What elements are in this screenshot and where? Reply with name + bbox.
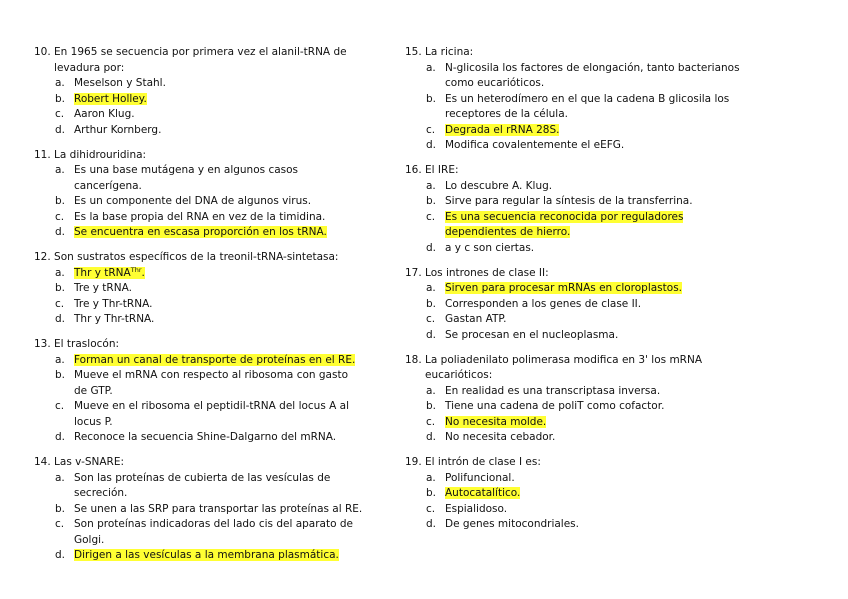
- option-text: [74, 471, 364, 502]
- option-text: [445, 517, 750, 533]
- option-letter: c.: [55, 297, 65, 310]
- option-letter: d.: [55, 549, 66, 561]
- answer-option: [34, 517, 364, 548]
- option-letter: a.: [55, 77, 65, 89]
- option-text-main: Gastan ATP.: [445, 313, 507, 325]
- option-letter: b.: [426, 92, 437, 105]
- question-number: 14.: [34, 456, 51, 468]
- highlighted-answer: [74, 549, 339, 561]
- option-text: [445, 61, 750, 92]
- highlighted-answer: [445, 416, 546, 428]
- question-stem: [405, 266, 750, 282]
- option-text-main: No necesita molde.: [445, 415, 547, 428]
- option-text-content: [445, 93, 729, 121]
- option-letter: c.: [426, 502, 436, 515]
- answer-option: [405, 194, 750, 210]
- option-text: [74, 107, 364, 123]
- option-letter: c.: [426, 210, 436, 223]
- option-text-content: [445, 195, 693, 207]
- option-letter: c.: [55, 210, 65, 223]
- option-text: [445, 328, 750, 344]
- answer-option: [34, 210, 364, 226]
- option-text-content: [445, 180, 552, 192]
- question-block: [405, 163, 750, 256]
- option-letter: b.: [55, 195, 66, 207]
- option-letter: a.: [55, 353, 65, 366]
- option-text: [445, 502, 750, 518]
- option-text: [445, 415, 750, 431]
- option-text: [445, 194, 750, 210]
- option-text-main: Es una secuencia reconocida por reguladores dependientes de hierro.: [445, 210, 684, 238]
- question-block: [34, 45, 364, 138]
- option-text: [445, 92, 750, 123]
- answer-option: [405, 241, 750, 257]
- option-letter: c.: [55, 518, 65, 530]
- answer-option: [34, 123, 364, 139]
- option-text-content: [74, 164, 298, 192]
- highlighted-answer: [445, 124, 559, 136]
- option-letter: a.: [426, 61, 436, 74]
- option-text-content: [74, 124, 161, 136]
- answer-option: [405, 92, 750, 123]
- question-block: [34, 250, 364, 328]
- option-text-content: [445, 472, 515, 484]
- question-stem: [34, 250, 364, 266]
- question-stem: [405, 353, 750, 384]
- answer-option-highlighted: [34, 548, 364, 564]
- question-text: La poliadenilato polimerasa modifica en 3' los mRNA eucarióticos:: [425, 353, 703, 381]
- option-text: [445, 210, 750, 241]
- option-text: [74, 123, 364, 139]
- question-block: [405, 266, 750, 344]
- option-text-main: Tre y tRNA.: [74, 282, 132, 294]
- answer-option: [34, 502, 364, 518]
- option-text: [74, 194, 364, 210]
- option-text: [445, 430, 750, 446]
- question-number: 12.: [34, 251, 51, 263]
- option-text-main: Thr y Thr-tRNA.: [74, 313, 155, 325]
- option-letter: c.: [426, 415, 436, 428]
- option-letter: a.: [55, 164, 65, 176]
- question-stem: [34, 148, 364, 164]
- option-text-main: Espialidoso.: [445, 502, 508, 515]
- option-text-main: Dirigen a las vesículas a la membrana plasmática.: [74, 549, 339, 561]
- question-number: 11.: [34, 148, 51, 161]
- option-text-main: De genes mitocondriales.: [445, 518, 579, 530]
- answer-option-highlighted: [405, 210, 750, 241]
- question-number: 18.: [405, 353, 422, 366]
- option-text: [445, 123, 750, 139]
- option-text-main: Arthur Kornberg.: [74, 123, 162, 136]
- option-text: [445, 281, 750, 297]
- answer-option-highlighted: [405, 281, 750, 297]
- answer-option: [34, 312, 364, 328]
- option-superscript: Thr: [130, 265, 142, 274]
- option-text: [74, 502, 364, 518]
- option-text-main: Se procesan en el nucleoplasma.: [445, 328, 619, 341]
- option-text: [74, 163, 364, 194]
- option-text-main: Es la base propia del RNA en vez de la timidina.: [74, 210, 326, 223]
- answer-option-highlighted: [405, 486, 750, 502]
- option-text: [445, 399, 750, 415]
- option-text-main: En realidad es una transcriptasa inversa.: [445, 384, 661, 397]
- option-text-main: Aaron Klug.: [74, 108, 135, 120]
- option-text: [74, 517, 364, 548]
- option-text: [74, 353, 364, 369]
- option-text: [445, 384, 750, 400]
- option-text-main: Mueve el mRNA con respecto al ribosoma con gasto de GTP.: [74, 369, 348, 397]
- highlighted-answer: [74, 267, 145, 279]
- question-text: El traslocón:: [54, 338, 120, 350]
- answer-option-highlighted: [34, 266, 364, 282]
- option-letter: d.: [55, 431, 66, 443]
- option-letter: d.: [55, 313, 66, 325]
- option-letter: a.: [426, 471, 436, 484]
- option-letter: d.: [426, 431, 437, 443]
- question-stem: [34, 337, 364, 353]
- option-letter: b.: [426, 297, 437, 310]
- question-text: En 1965 se secuencia por primera vez el alanil-tRNA de levadura por:: [54, 46, 347, 74]
- option-text-main: Es un heterodímero en el que la cadena B glicosila los receptores de la célula.: [445, 92, 730, 120]
- question-block: [34, 148, 364, 241]
- option-letter: a.: [55, 471, 65, 484]
- option-text-main: Es un componente del DNA de algunos virus.: [74, 195, 312, 207]
- highlighted-answer: [445, 211, 683, 239]
- highlighted-answer: [445, 282, 682, 294]
- question-stem: [405, 455, 750, 471]
- option-letter: d.: [55, 123, 66, 136]
- option-text: [445, 241, 750, 257]
- answer-option: [405, 297, 750, 313]
- question-text: El intrón de clase I es:: [425, 456, 541, 468]
- option-text-main: Son proteínas indicadoras del lado cis del aparato de Golgi.: [74, 518, 353, 546]
- option-text-main: Meselson y Stahl.: [74, 77, 166, 89]
- option-text-content: [74, 400, 349, 428]
- option-text: [74, 399, 364, 430]
- option-text-main: Corresponden a los genes de clase II.: [445, 297, 642, 310]
- answer-option: [405, 399, 750, 415]
- option-text-content: [445, 298, 641, 310]
- option-text-main: Mueve en el ribosoma el peptidil-tRNA del locus A al locus P.: [74, 400, 350, 428]
- answer-option: [405, 328, 750, 344]
- option-text-content: [445, 503, 507, 515]
- question-number: 15.: [405, 46, 422, 58]
- question-stem: [405, 163, 750, 179]
- option-text-content: [74, 369, 348, 397]
- option-text-main: Degrada el rRNA 28S.: [445, 123, 560, 136]
- option-letter: a.: [426, 179, 436, 192]
- question-text: Los intrones de clase II:: [425, 266, 549, 279]
- answer-option: [405, 138, 750, 154]
- answer-option-highlighted: [405, 123, 750, 139]
- highlighted-answer: [74, 226, 327, 238]
- question-number: 16.: [405, 164, 422, 176]
- option-text: [74, 210, 364, 226]
- answer-option: [405, 517, 750, 533]
- option-letter: d.: [426, 241, 437, 254]
- option-text-main: Se encuentra en escasa proporción en los tRNA.: [74, 226, 327, 238]
- option-text-content: [445, 385, 660, 397]
- answer-option: [405, 471, 750, 487]
- option-text-main: Thr y tRNA: [74, 266, 131, 279]
- option-letter: b.: [426, 195, 437, 207]
- option-letter: b.: [426, 487, 437, 499]
- answer-option: [34, 281, 364, 297]
- option-text-main: Sirve para regular la síntesis de la transferrina.: [445, 195, 693, 207]
- left-question-column: [34, 45, 364, 573]
- option-letter: d.: [55, 226, 66, 238]
- answer-option: [405, 502, 750, 518]
- option-text: [445, 312, 750, 328]
- option-text: [74, 225, 364, 241]
- option-text-content: [445, 139, 624, 151]
- answer-option: [405, 179, 750, 195]
- option-letter: b.: [426, 400, 437, 412]
- option-letter: b.: [55, 92, 66, 105]
- question-number: 19.: [405, 456, 422, 468]
- highlighted-answer: [74, 354, 355, 366]
- question-text: La ricina:: [425, 46, 474, 58]
- option-text-main: Lo descubre A. Klug.: [445, 179, 553, 192]
- option-text-content: [445, 400, 664, 412]
- option-text-main: Forman un canal de transporte de proteínas en el RE.: [74, 353, 356, 366]
- option-text-main: Polifuncional.: [445, 471, 515, 484]
- question-text: Son sustratos específicos de la treonil-tRNA-sintetasa:: [54, 251, 339, 263]
- option-letter: d.: [426, 139, 437, 151]
- option-text-content: [74, 472, 330, 500]
- option-text: [445, 297, 750, 313]
- answer-option: [405, 384, 750, 400]
- question-block: [405, 455, 750, 533]
- option-text-content: [74, 282, 132, 294]
- option-text-content: [74, 431, 336, 443]
- answer-option: [34, 430, 364, 446]
- answer-option: [34, 368, 364, 399]
- question-stem: [34, 455, 364, 471]
- option-text: [445, 138, 750, 154]
- option-text-content: [74, 298, 152, 310]
- question-block: [34, 455, 364, 564]
- option-suffix: .: [141, 266, 145, 279]
- option-text: [445, 179, 750, 195]
- option-text: [74, 266, 364, 282]
- option-text: [445, 486, 750, 502]
- right-question-column: [405, 45, 750, 542]
- option-text-main: Tiene una cadena de poliT como cofactor.: [445, 400, 665, 412]
- option-text: [74, 430, 364, 446]
- answer-option: [405, 430, 750, 446]
- option-text-main: Sirven para procesar mRNAs en cloroplastos.: [445, 282, 683, 294]
- option-text-main: Tre y Thr-tRNA.: [74, 297, 153, 310]
- option-text-content: [445, 313, 506, 325]
- option-letter: c.: [426, 123, 436, 136]
- option-letter: b.: [55, 502, 66, 515]
- option-text-content: [74, 211, 325, 223]
- question-block: [405, 45, 750, 154]
- option-text-main: No necesita cebador.: [445, 431, 556, 443]
- answer-option: [34, 297, 364, 313]
- question-text: La dihidrouridina:: [54, 148, 147, 161]
- option-text: [74, 76, 364, 92]
- option-letter: c.: [426, 313, 436, 325]
- answer-option: [405, 61, 750, 92]
- question-text: Las v-SNARE:: [54, 456, 125, 468]
- answer-option-highlighted: [34, 92, 364, 108]
- option-letter: c.: [55, 400, 65, 412]
- option-text-main: Autocatalítico.: [445, 487, 521, 499]
- answer-option-highlighted: [34, 225, 364, 241]
- question-stem: [405, 45, 750, 61]
- option-text: [74, 297, 364, 313]
- option-text-main: a y c son ciertas.: [445, 241, 535, 254]
- option-text-main: Modifica covalentemente el eEFG.: [445, 139, 625, 151]
- question-block: [34, 337, 364, 446]
- option-letter: a.: [55, 266, 65, 279]
- option-text-content: [445, 62, 740, 90]
- option-text-main: Robert Holley.: [74, 92, 147, 105]
- option-text: [74, 92, 364, 108]
- option-letter: d.: [426, 518, 437, 530]
- question-stem: [34, 45, 364, 76]
- option-text-main: Es una base mutágena y en algunos casos cancerígena.: [74, 164, 299, 192]
- option-letter: a.: [426, 384, 436, 397]
- option-text-main: N-glicosila los factores de elongación, tanto bacterianos como eucarióticos.: [445, 61, 740, 89]
- question-number: 17.: [405, 266, 422, 279]
- answer-option: [34, 107, 364, 123]
- option-text: [445, 471, 750, 487]
- option-text-content: [445, 242, 534, 254]
- option-text-main: Reconoce la secuencia Shine-Dalgarno del mRNA.: [74, 431, 337, 443]
- answer-option: [34, 471, 364, 502]
- option-text: [74, 281, 364, 297]
- question-number: 10.: [34, 46, 51, 58]
- answer-option: [34, 399, 364, 430]
- option-text-main: Se unen a las SRP para transportar las proteínas al RE.: [74, 502, 363, 515]
- option-text-main: Son las proteínas de cubierta de las vesículas de secreción.: [74, 471, 331, 499]
- option-text-content: [445, 329, 618, 341]
- question-block: [405, 353, 750, 446]
- question-text: El IRE:: [425, 164, 459, 176]
- option-letter: b.: [55, 282, 66, 294]
- option-text-content: [445, 518, 579, 530]
- option-letter: b.: [55, 369, 66, 381]
- question-number: 13.: [34, 338, 51, 350]
- answer-option: [34, 76, 364, 92]
- option-text: [74, 368, 364, 399]
- option-text-content: [445, 431, 555, 443]
- highlighted-answer: [445, 487, 520, 499]
- option-text: [74, 312, 364, 328]
- option-text: [74, 548, 364, 564]
- option-letter: a.: [426, 282, 436, 294]
- option-text-content: [74, 77, 166, 89]
- option-text-content: [74, 313, 154, 325]
- answer-option: [405, 312, 750, 328]
- option-text-content: [74, 503, 362, 515]
- answer-option: [34, 163, 364, 194]
- highlighted-answer: [74, 93, 147, 105]
- answer-option-highlighted: [405, 415, 750, 431]
- option-text-content: [74, 518, 353, 546]
- option-letter: c.: [55, 108, 65, 120]
- option-letter: d.: [426, 328, 437, 341]
- option-text-content: [74, 195, 311, 207]
- option-text-content: [74, 108, 135, 120]
- answer-option: [34, 194, 364, 210]
- answer-option-highlighted: [34, 353, 364, 369]
